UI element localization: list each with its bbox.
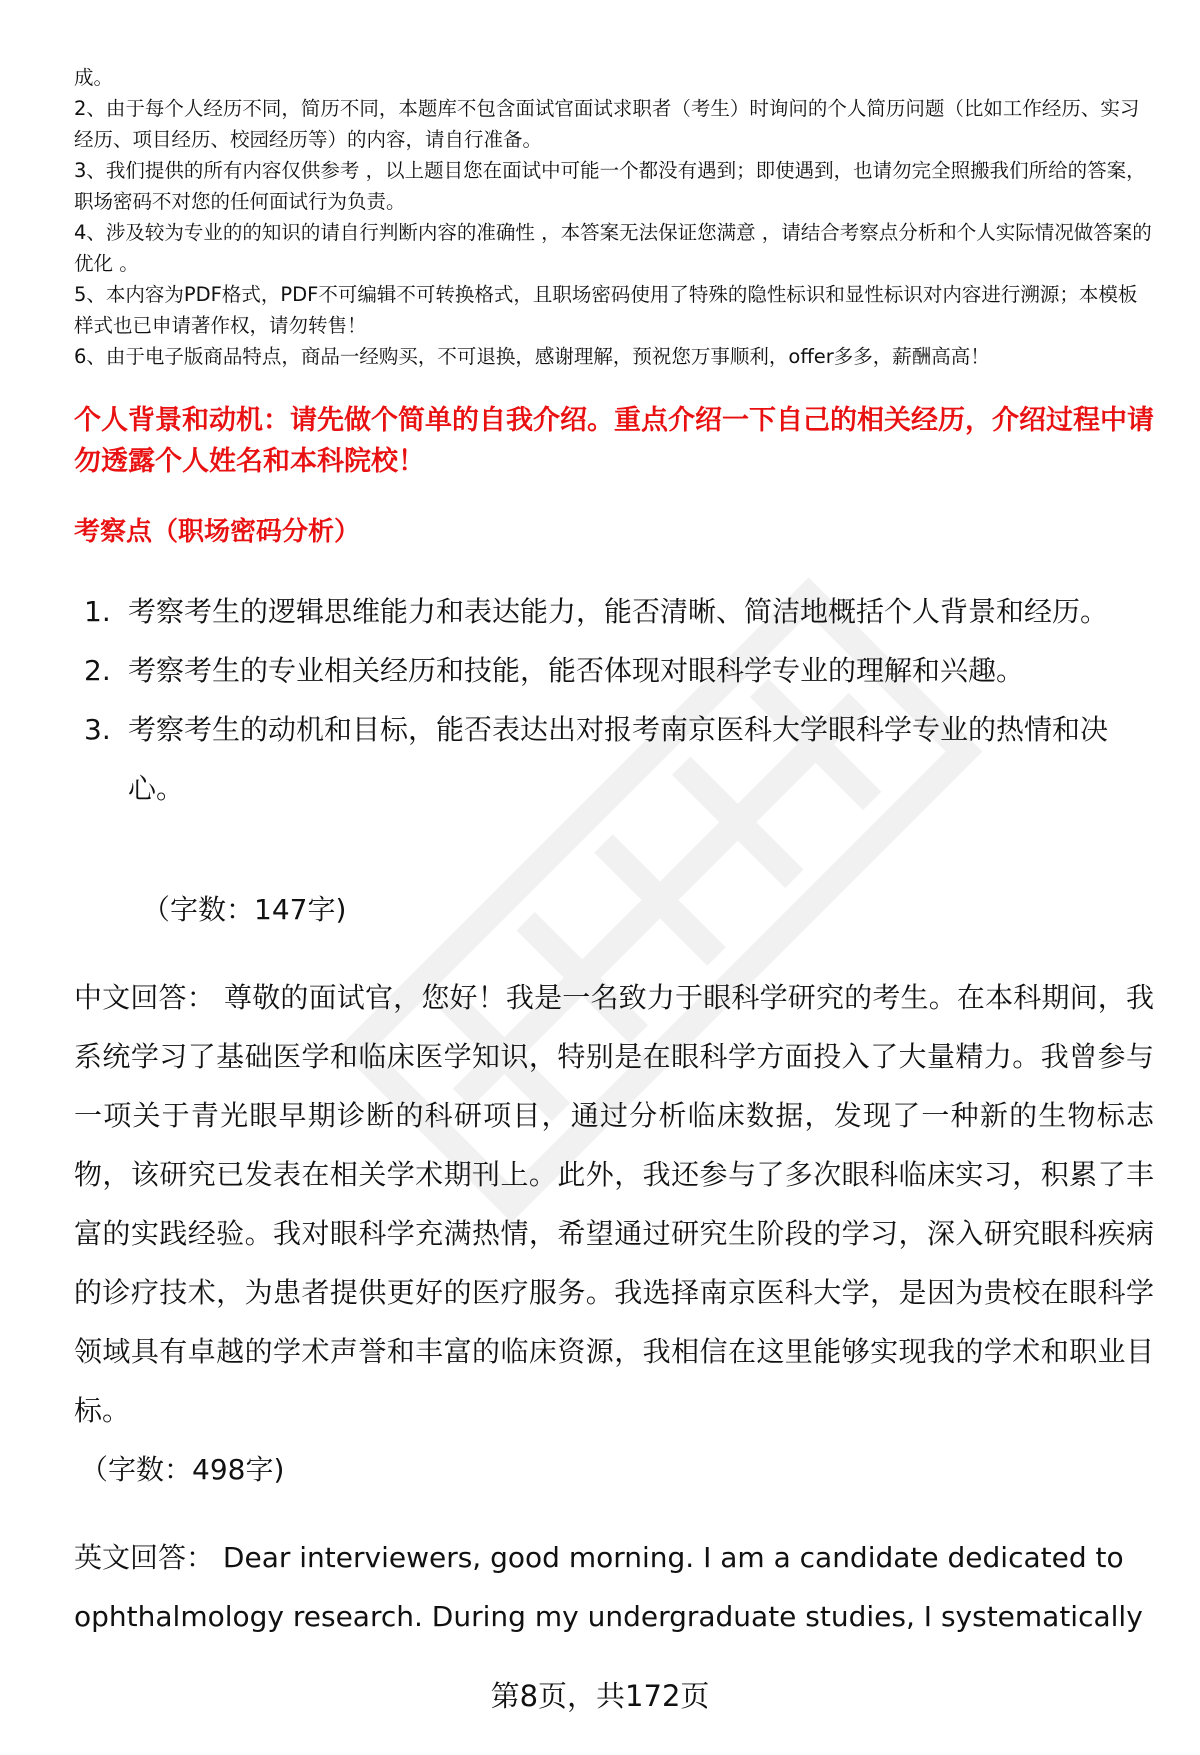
note-line: 3、我们提供的所有内容仅供参考 ，以上题目您在面试中可能一个都没有遇到；即使遇到，也请勿完全照搬我们所给的答案，职场密码不对您的任何面试行为负责。 xyxy=(74,159,1146,213)
point-number: 3. xyxy=(84,713,111,746)
point-text: 考察考生的逻辑思维能力和表达能力，能否清晰、简洁地概括个人背景和经历。 xyxy=(128,595,1109,628)
point-text: 考察考生的专业相关经历和技能，能否体现对眼科学专业的理解和兴趣。 xyxy=(128,654,1025,687)
points-word-count: （字数：147字) xyxy=(142,893,347,926)
point-item xyxy=(84,700,1154,818)
notes-section xyxy=(74,62,1154,372)
point-item xyxy=(84,582,1154,641)
answer-english: 英文回答： Dear interviewers, good morning. I am a candidate dedicated to ophthalmology research. During my undergraduate studies, I systematically xyxy=(74,1541,1143,1633)
point-number: 2. xyxy=(84,654,111,687)
question-heading: 个人背景和动机：请先做个简单的自我介绍。重点介绍一下自己的相关经历，介绍过程中请勿透露个人姓名和本科院校！ xyxy=(74,405,1154,477)
note-line: 4、涉及较为专业的的知识的请自行判断内容的准确性 ，本答案无法保证您满意 ，请结合考察点分析和个人实际情况做答案的优化 。 xyxy=(74,221,1152,275)
note-line: 5、本内容为PDF格式，PDF不可编辑不可转换格式，且职场密码使用了特殊的隐性标识和显性标识对内容进行溯源；本模板样式也已申请著作权，请勿转售！ xyxy=(74,283,1138,337)
point-item xyxy=(84,641,1154,700)
points-list xyxy=(84,582,1154,818)
point-text: 考察考生的动机和目标，能否表达出对报考南京医科大学眼科学专业的热情和决心。 xyxy=(128,713,1109,805)
note-line: 成。 xyxy=(74,66,114,89)
point-number: 1. xyxy=(84,595,111,628)
page-number-footer: 第8页，共172页 xyxy=(490,1679,710,1713)
note-line: 6、由于电子版商品特点，商品一经购买，不可退换，感谢理解，预祝您万事顺利，offer多多，薪酬高高！ xyxy=(74,345,990,368)
answer-chinese: 中文回答： 尊敬的面试官，您好！我是一名致力于眼科学研究的考生。在本科期间，我系统学习了基础医学和临床医学知识，特别是在眼科学方面投入了大量精力。我曾参与一项关于青光眼早期诊断的科研项目，通过分析临床数据，发现了一种新的生物标志物，该研究已发表在相关学术期刊上。此外，我还参与了多次眼科临床实习，积累了丰富的实践经验。我对眼科学充满热情，希望通过研究生阶段的学习，深入研究眼科疾病的诊疗技术，为患者提供更好的医疗服务。我选择南京医科大学，是因为贵校在眼科学领域具有卓越的学术声誉和丰富的临床资源，我相信在这里能够实现我的学术和职业目标。 xyxy=(74,981,1154,1427)
points-title: 考察点（职场密码分析） xyxy=(74,517,361,547)
note-line: 2、由于每个人经历不同，简历不同，本题库不包含面试官面试求职者（考生）时询问的个人简历问题（比如工作经历、实习经历、项目经历、校园经历等）的内容，请自行准备。 xyxy=(74,97,1140,151)
answer-word-count: （字数：498字) xyxy=(80,1453,285,1486)
